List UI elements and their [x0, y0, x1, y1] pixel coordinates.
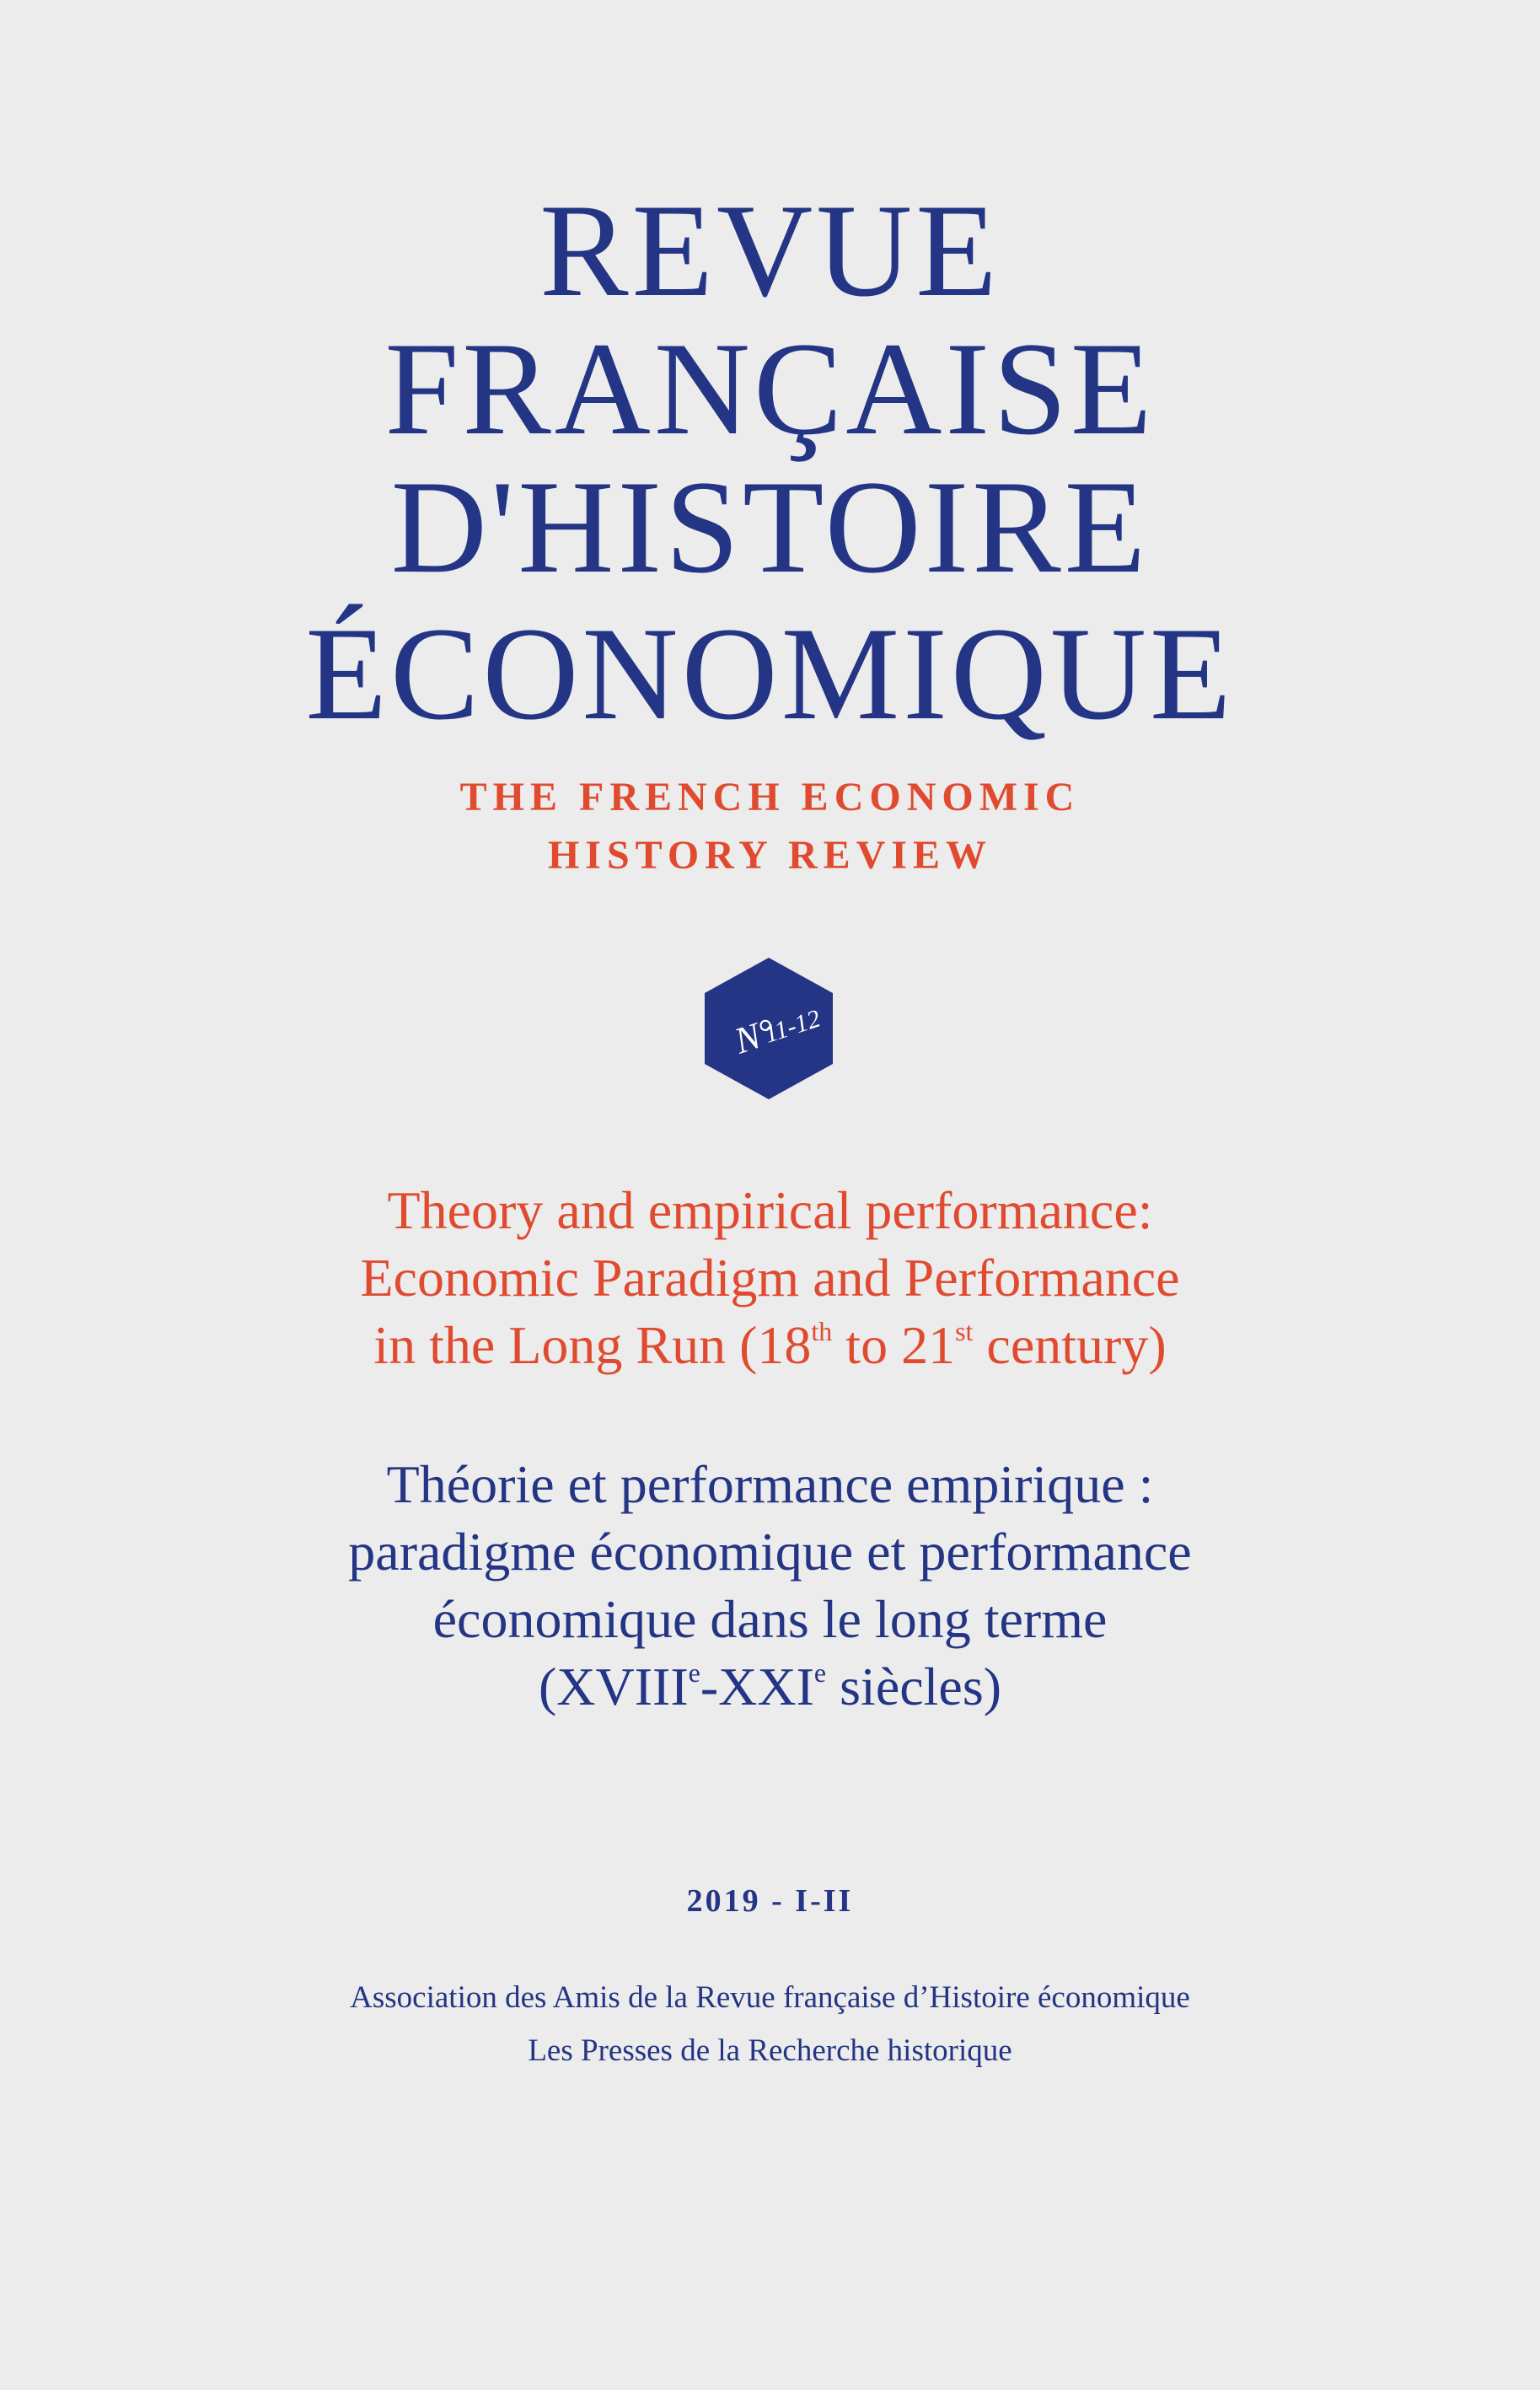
english-subtitle-line-1: THE FRENCH ECONOMIC	[459, 775, 1081, 819]
english-theme-line-1: Theory and empirical performance:	[387, 1180, 1153, 1240]
issue-number-badge	[705, 958, 833, 1099]
journal-title-line-1: REVUE	[539, 177, 1001, 325]
english-subtitle-line-2: HISTORY REVIEW	[547, 833, 993, 878]
hexagon-icon	[705, 958, 833, 1099]
french-theme-line-4: (XVIIIe-XXIe siècles)	[538, 1657, 1002, 1716]
publisher-association: Association des Amis de la Revue française d’Histoire économique	[350, 1980, 1190, 2015]
issue-number: 11-12	[760, 1004, 824, 1049]
french-theme-line-3: économique dans le long terme	[432, 1589, 1108, 1649]
journal-title-line-3: D'HISTOIRE	[390, 454, 1150, 601]
issue-prefix: N°	[729, 1010, 781, 1062]
french-theme-line-2: paradigme économique et performance	[348, 1522, 1192, 1582]
volume-year: 2019 - I-II	[686, 1883, 854, 1919]
journal-title-line-4: ÉCONOMIQUE	[305, 600, 1235, 748]
english-theme-line-3: in the Long Run (18th to 21st century)	[373, 1315, 1167, 1375]
english-theme-line-2: Economic Paradigm and Performance	[360, 1248, 1180, 1308]
journal-title-line-2: FRANÇAISE	[384, 315, 1156, 463]
publisher-presses: Les Presses de la Recherche historique	[528, 2033, 1012, 2068]
french-theme-line-1: Théorie et performance empirique :	[386, 1454, 1154, 1514]
